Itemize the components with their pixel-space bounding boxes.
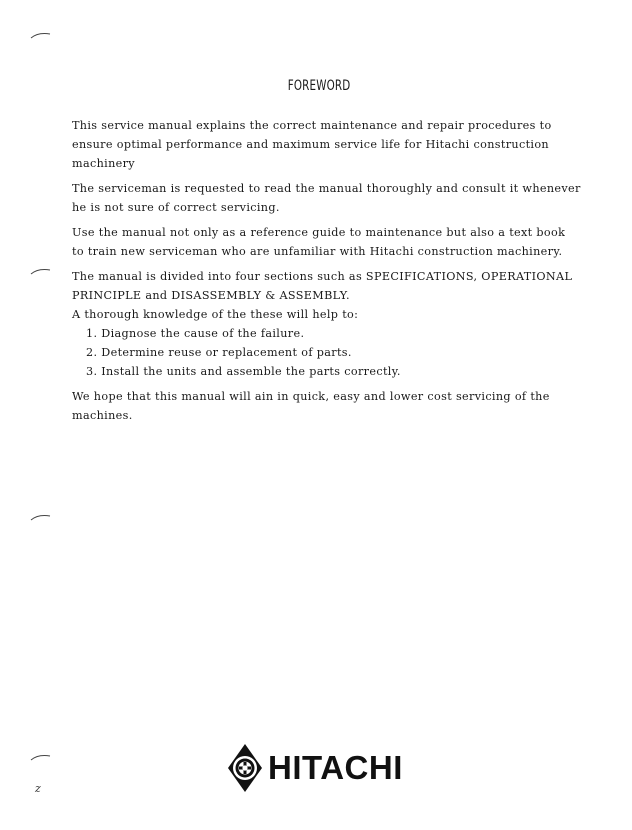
paragraph: A thorough knowledge of the these will help to:	[72, 308, 359, 321]
list-item: 1. Diagnose the cause of the failure.	[86, 327, 305, 340]
paragraph: This service manual explains the correct maintenance and repair procedures to ensure optimal performance and maximum service life for Hitachi construction machinery	[72, 119, 552, 170]
scan-mark	[30, 752, 52, 762]
page-title: FOREWORD	[287, 78, 351, 94]
paragraph: Use the manual not only as a reference guide to maintenance but also a text book to train new serviceman who are unfamiliar with Hitachi construction machinery.	[72, 226, 566, 258]
closing-paragraph: We hope that this manual will ain in quick, easy and lower cost servicing of the machines.	[72, 390, 550, 422]
list-item: 2. Determine reuse or replacement of parts.	[86, 346, 352, 359]
paragraph: The serviceman is requested to read the manual thoroughly and consult it whenever he is not sure of correct servicing.	[72, 182, 581, 214]
scan-mark	[30, 266, 52, 276]
hitachi-emblem-icon	[226, 742, 264, 794]
list-item: 3. Install the units and assemble the parts correctly.	[86, 365, 401, 378]
foreword-body	[72, 116, 602, 431]
scan-mark	[30, 30, 52, 40]
logo-wordmark: HITACHI	[268, 749, 403, 786]
hitachi-logo	[226, 742, 403, 794]
scan-mark	[30, 512, 52, 522]
benefit-list	[72, 324, 602, 381]
paragraph: The manual is divided into four sections such as SPECIFICATIONS, OPERATIONAL PRINCIPLE and DISASSEMBLY & ASSEMBLY.	[72, 270, 573, 302]
margin-note: z	[35, 782, 41, 795]
